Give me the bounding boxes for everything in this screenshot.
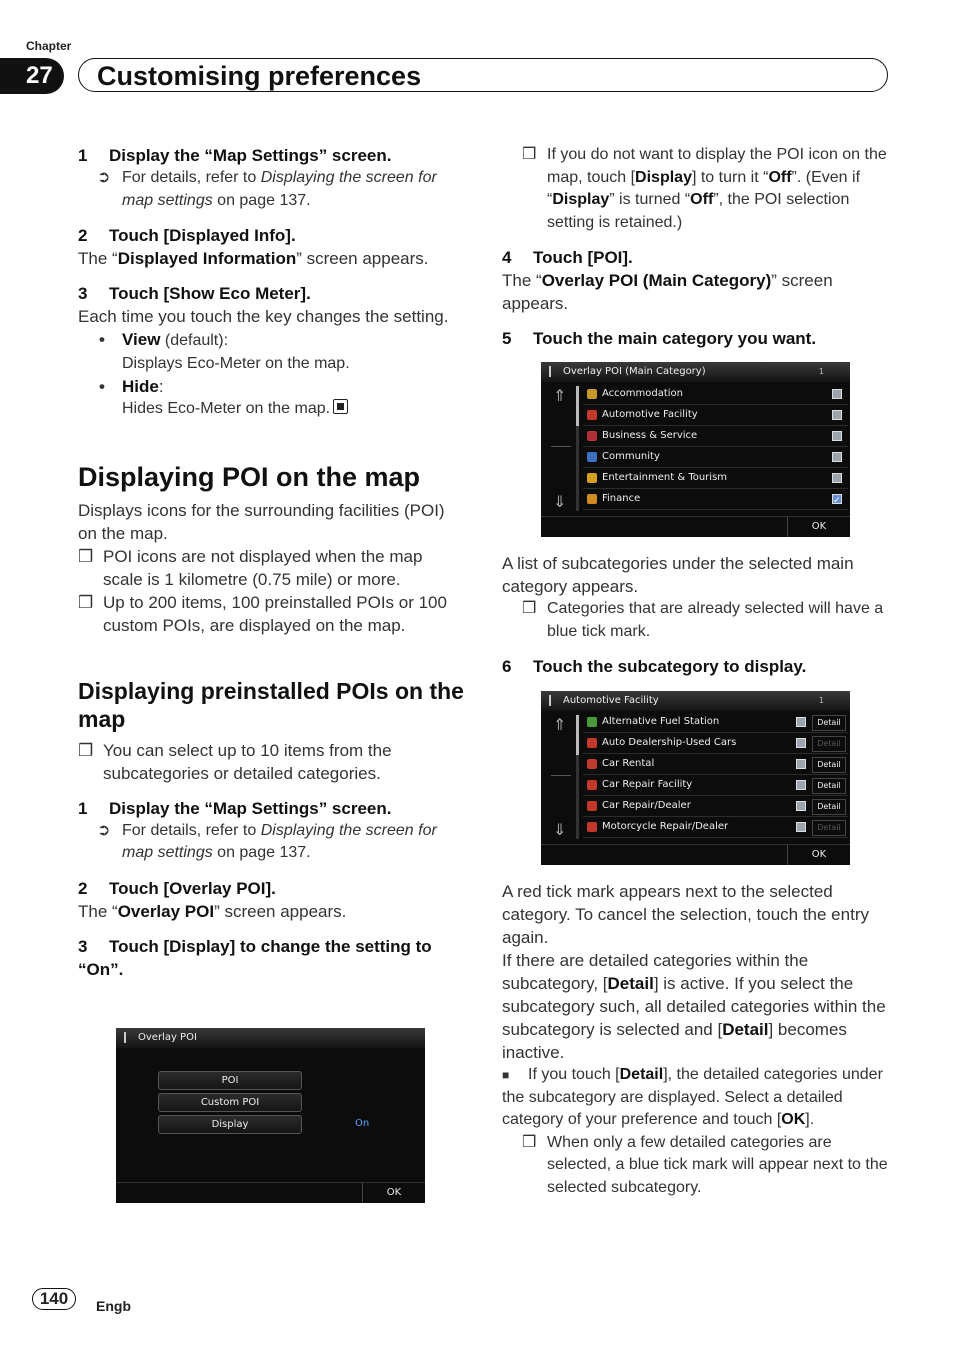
checkbox[interactable] bbox=[796, 717, 806, 727]
right-column-mid bbox=[502, 552, 892, 678]
checkbox[interactable] bbox=[832, 473, 842, 483]
entertainment-icon bbox=[587, 473, 597, 483]
language-code: Engb bbox=[96, 1298, 131, 1314]
step-1b-reference: ➲ For details, refer to Displaying the screen for map settings on page 137. bbox=[97, 821, 437, 861]
community-icon bbox=[587, 452, 597, 462]
flag-icon bbox=[549, 366, 557, 377]
list-item[interactable]: Entertainment & Tourism bbox=[583, 468, 848, 489]
list-item[interactable]: Automotive Facility bbox=[583, 405, 848, 426]
poi-button[interactable]: POI bbox=[158, 1071, 302, 1090]
display-button[interactable]: Display bbox=[158, 1115, 302, 1134]
list-item[interactable]: Car Repair Facility Detail bbox=[583, 775, 848, 796]
subsection-heading: Displaying preinstalled POIs on the map bbox=[78, 677, 464, 732]
fuel-icon bbox=[587, 717, 597, 727]
checkbox-checked[interactable] bbox=[832, 494, 842, 504]
screen-title: Overlay POI bbox=[116, 1028, 425, 1048]
accommodation-icon bbox=[587, 389, 597, 399]
checkbox[interactable] bbox=[796, 822, 806, 832]
subcategory-screenshot bbox=[541, 691, 850, 865]
step-3b: 3 Touch [Display] to change the setting to “On”. bbox=[78, 936, 432, 979]
step-2: 2 Touch [Displayed Info]. bbox=[78, 226, 296, 245]
page-number: 140 bbox=[32, 1288, 76, 1310]
bullet-hide: • Hide: bbox=[99, 377, 164, 396]
checkbox[interactable] bbox=[832, 389, 842, 399]
list-item[interactable]: Accommodation bbox=[583, 384, 848, 405]
scrollbar[interactable] bbox=[576, 386, 579, 511]
list-item[interactable]: Auto Dealership-Used Cars Detail bbox=[583, 733, 848, 754]
note: ❒ POI icons are not displayed when the map scale is 1 kilometre (0.75 mile) or more. bbox=[78, 546, 423, 589]
screen-title: Overlay POI (Main Category) 1 bbox=[541, 362, 850, 382]
briefcase-icon bbox=[587, 431, 597, 441]
ok-button[interactable]: OK bbox=[787, 845, 850, 865]
car-icon bbox=[587, 801, 597, 811]
checkbox[interactable] bbox=[832, 410, 842, 420]
step-3: 3 Touch [Show Eco Meter]. bbox=[78, 284, 311, 303]
overlay-poi-screenshot bbox=[116, 1028, 425, 1203]
list-item[interactable]: Motorcycle Repair/Dealer Detail bbox=[583, 817, 848, 838]
detail-button[interactable]: Detail bbox=[812, 799, 846, 815]
end-mark-icon bbox=[333, 399, 348, 414]
list-item[interactable]: Car Repair/Dealer Detail bbox=[583, 796, 848, 817]
car-icon bbox=[587, 410, 597, 420]
chapter-label: Chapter bbox=[26, 39, 72, 53]
car-icon bbox=[587, 780, 597, 790]
note: ❒ Up to 200 items, 100 preinstalled POIs or 100 custom POIs, are displayed on the map. bbox=[78, 592, 447, 635]
note: ❒ If you do not want to display the POI icon on the map, touch [Display] to turn it “Off”. (Even if “Display” is turned “Off”, the POI selection setting is retained.) bbox=[522, 146, 887, 231]
arrow-icon: ➲ bbox=[97, 821, 111, 839]
bullet-view-desc: Displays Eco-Meter on the map. bbox=[122, 354, 350, 372]
detail-button[interactable]: Detail bbox=[812, 757, 846, 773]
step-1b: 1 Display the “Map Settings” screen. bbox=[78, 798, 392, 818]
note: ❒ You can select up to 10 items from the subcategories or detailed categories. bbox=[78, 740, 392, 783]
detail-paragraph: If there are detailed categories within the subcategory, [Detail] is active. If you select the subcategory such, all detailed categories within the subcategory is selected and [Detail] becomes inactive. bbox=[502, 951, 886, 1062]
car-icon bbox=[587, 759, 597, 769]
checkbox[interactable] bbox=[832, 452, 842, 462]
step-6: 6 Touch the subcategory to display. bbox=[502, 657, 807, 676]
chapter-title: Customising preferences bbox=[97, 61, 422, 91]
left-column bbox=[78, 144, 466, 981]
scroll-down-icon[interactable]: ⇓ bbox=[553, 492, 567, 511]
checkbox[interactable] bbox=[796, 738, 806, 748]
detail-button-disabled: Detail bbox=[812, 820, 846, 836]
ok-button[interactable]: OK bbox=[787, 517, 850, 537]
step-4-text: The “Overlay POI (Main Category)” screen appears. bbox=[502, 271, 833, 313]
scroll-down-icon[interactable]: ⇓ bbox=[553, 820, 567, 839]
list-description: A list of subcategories under the selected main category appears. bbox=[502, 554, 854, 596]
checkbox[interactable] bbox=[796, 759, 806, 769]
main-category-screenshot bbox=[541, 362, 850, 537]
motorcycle-icon bbox=[587, 822, 597, 832]
display-value: On bbox=[355, 1118, 370, 1129]
bullet-hide-desc: Hides Eco-Meter on the map. bbox=[78, 398, 466, 421]
scroll-up-icon[interactable]: ⇑ bbox=[553, 386, 567, 405]
step-4: 4 Touch [POI]. bbox=[502, 248, 633, 267]
chapter-number: 27 bbox=[0, 58, 64, 94]
note: ❒ When only a few detailed categories are selected, a blue tick mark will appear next to the selected subcategory. bbox=[522, 1133, 888, 1196]
step-3-text: Each time you touch the key changes the setting. bbox=[78, 307, 449, 326]
scrollbar[interactable] bbox=[576, 715, 579, 839]
checkbox[interactable] bbox=[796, 801, 806, 811]
car-icon bbox=[587, 738, 597, 748]
bullet-view: • View (default): bbox=[99, 330, 229, 349]
checkbox[interactable] bbox=[796, 780, 806, 790]
step-5: 5 Touch the main category you want. bbox=[502, 329, 817, 348]
section-intro: Displays icons for the surrounding facilities (POI) on the map. bbox=[78, 500, 445, 543]
list-item[interactable]: Finance ✓ bbox=[583, 489, 848, 510]
right-column bbox=[502, 144, 892, 350]
flag-icon bbox=[124, 1032, 132, 1043]
detail-button[interactable]: Detail bbox=[812, 778, 846, 794]
right-column-bottom bbox=[502, 880, 892, 1199]
ok-button[interactable]: OK bbox=[362, 1183, 425, 1203]
step-1-reference: ➲ For details, refer to Displaying the screen for map settings on page 137. bbox=[97, 169, 437, 209]
arrow-icon: ➲ bbox=[97, 169, 111, 186]
list-item[interactable]: Community bbox=[583, 447, 848, 468]
list-item[interactable]: Alternative Fuel Station Detail bbox=[583, 712, 848, 733]
screen-title: Automotive Facility 1 bbox=[541, 691, 850, 711]
section-heading: Displaying POI on the map bbox=[78, 461, 421, 492]
finance-icon bbox=[587, 494, 597, 504]
step-2-text: The “Displayed Information” screen appears. bbox=[78, 249, 429, 268]
detail-button-disabled: Detail bbox=[812, 736, 846, 752]
square-bullet-icon: ■ bbox=[502, 1068, 510, 1082]
detail-square-note: ■ If you touch [Detail], the detailed categories under the subcategory are displayed. Select a detailed category of your preference and touch [OK]. bbox=[502, 1064, 892, 1132]
checkbox[interactable] bbox=[832, 431, 842, 441]
list-item[interactable]: Business & Service bbox=[583, 426, 848, 447]
detail-button[interactable]: Detail bbox=[812, 715, 846, 731]
step-2b-text: The “Overlay POI” screen appears. bbox=[78, 901, 347, 921]
red-tick-paragraph: A red tick mark appears next to the selected category. To cancel the selection, touch the entry again. bbox=[502, 882, 869, 947]
flag-icon bbox=[549, 695, 557, 706]
custom-poi-button[interactable]: Custom POI bbox=[158, 1093, 302, 1112]
step-2b: 2 Touch [Overlay POI]. bbox=[78, 878, 276, 898]
step-1: 1 Display the “Map Settings” screen. bbox=[78, 146, 392, 165]
scroll-up-icon[interactable]: ⇑ bbox=[553, 715, 567, 734]
note: ❒ Categories that are already selected will have a blue tick mark. bbox=[522, 600, 884, 640]
list-item[interactable]: Car Rental Detail bbox=[583, 754, 848, 775]
